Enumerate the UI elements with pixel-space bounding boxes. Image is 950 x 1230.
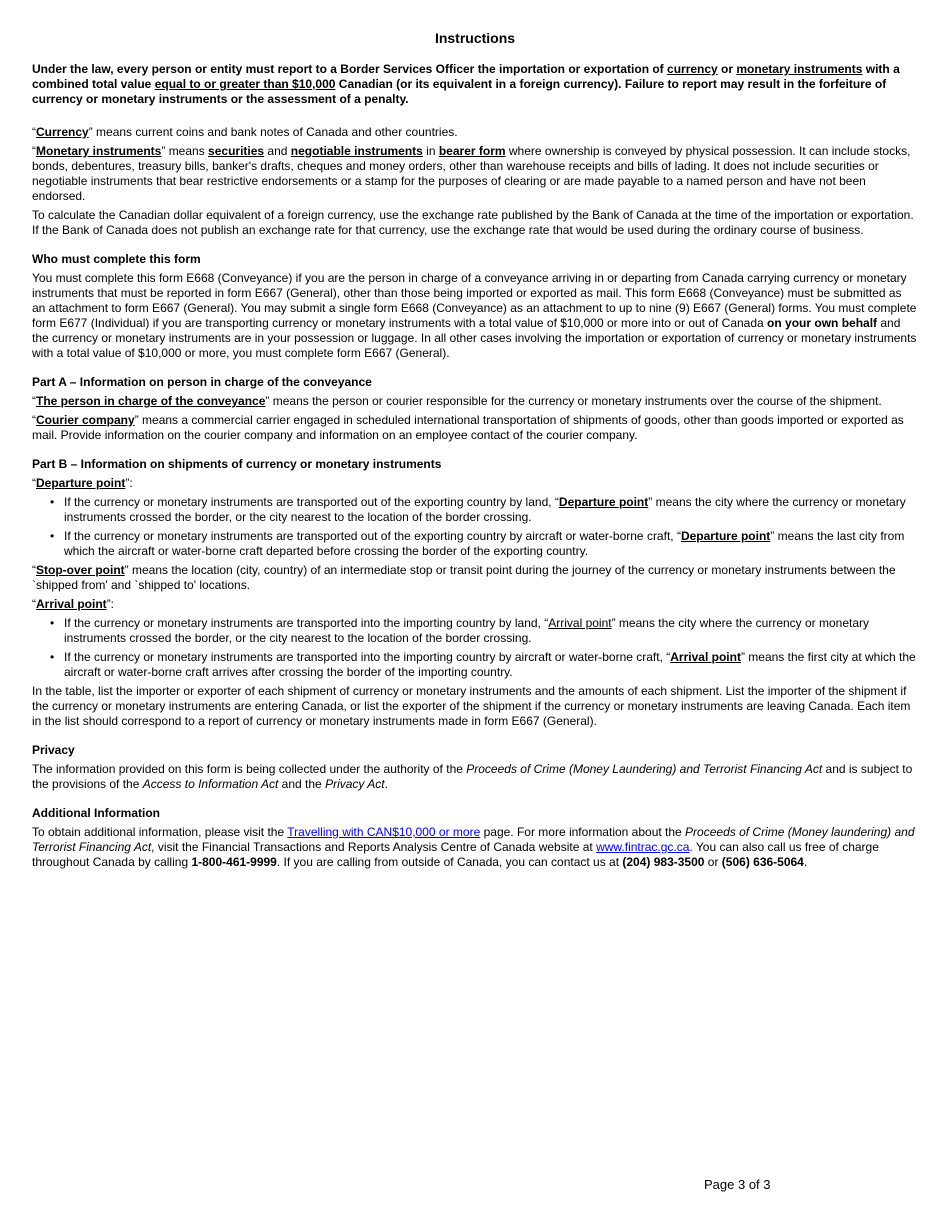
list-item: • If the currency or monetary instruments are transported into the importing country by aircraft or water-borne craft, “Arrival point” means the first city at which the aircraft or water-borne craft arrives after crossing the border of the importing country. [50,650,916,679]
bullet-icon: • [50,529,55,543]
additional-info-heading: Additional Information [32,806,160,820]
travelling-link[interactable]: Travelling with CAN$10,000 or more [287,825,481,839]
bullet-icon: • [50,495,55,509]
monetary-definition: “Monetary instruments” means securities and negotiable instruments in bearer form where ownership is conveyed by physical possession. It can include stocks, bonds, debentures, treasury bills, banker's drafts, cheques and money orders, other than warehouse receipts and bills of lading. It does not include securities or negotiable instruments that bear restrictive endorsements or a stamp for the purposes of clearing or are made payable to a named person and have not been endorsed. [32,144,911,203]
privacy-paragraph: The information provided on this form is being collected under the authority of the Proceeds of Crime (Money Laundering) and Terrorist Financing Act and is subject to the provisions of the Access to Information Act and the Privacy Act. [32,762,913,791]
who-heading: Who must complete this form [32,252,201,266]
list-item: • If the currency or monetary instruments are transported out of the exporting country by land, “Departure point” means the city where the currency or monetary instruments crossed the border, or the city nearest to the location of the border crossing. [50,495,906,524]
phone-number: (506) 636-5064 [721,855,804,869]
intro-paragraph: Under the law, every person or entity must report to a Border Services Officer the importation or exportation of currency or monetary instruments with a combined total value equal to or greater than $10,000 Canadian (or its equivalent in a foreign currency). Failure to report may result in the forfeiture of currency or monetary instruments or the assessment of a penalty. [32,62,900,106]
departure-point-label: “Departure point”: [32,476,133,490]
exchange-rate-paragraph: To calculate the Canadian dollar equivalent of a foreign currency, use the exchange rate published by the Bank of Canada at the time of the importation or exportation. If the Bank of Canada does not publish an exchange rate for that currency, use the exchange rate that would be used during the ordinary course of business. [32,208,914,237]
currency-definition: “Currency” means current coins and bank notes of Canada and other countries. [32,125,458,139]
part-a-heading: Part A – Information on person in charge of the conveyance [32,375,372,389]
part-b-heading: Part B – Information on shipments of currency or monetary instruments [32,457,442,471]
arrival-point-label: “Arrival point”: [32,597,115,611]
threshold-term: equal to or greater than $10,000 [154,77,336,91]
bullet-icon: • [50,616,55,630]
who-paragraph: You must complete this form E668 (Conveyance) if you are the person in charge of a conveyance arriving in or departing from Canada carrying currency or monetary instruments that must be reported in form E667 (General), other than those being imported or exported as mail. This form E668 (Conveyance) must be submitted as an attachment to form E667 (General). You may submit a single form E668 (Conveyance) as an attachment to up to nine (9) E667 (General) forms. You must complete form E677 (Individual) if you are transporting currency or monetary instruments with a total value of $10,000 or more into or out of Canada on your own behalf and the currency or monetary instruments are in your possession or luggage. In all other cases involving the importation or exportation of currency or monetary instruments with a total value of $10,000 or more, you must complete form E667 (General). [32,271,917,360]
toll-free-phone: 1-800-461-9999 [191,855,277,869]
additional-info-paragraph: To obtain additional information, please visit the Travelling with CAN$10,000 or more page. For more information about the Proceeds of Crime (Money laundering) and Terrorist Financing Act, visit the Financial Transactions and Reports Analysis Centre of Canada website at www.fintrac.gc.ca. You can also call us free of charge throughout Canada by calling 1-800-461-9999. If you are calling from outside of Canada, you can contact us at (204) 983-3500 or (506) 636-5064. [32,825,915,869]
phone-number: (204) 983-3500 [622,855,705,869]
bullet-icon: • [50,650,55,664]
page-number: Page 3 of 3 [704,1177,771,1192]
list-item: • If the currency or monetary instruments are transported out of the exporting country by aircraft or water-borne craft, “Departure point” means the last city from which the aircraft or water-borne craft departed before crossing the border of the exporting country. [50,529,905,558]
arrival-point-list [32,616,918,680]
instructions-page [32,30,918,870]
stopover-point-definition: “Stop-over point” means the location (city, country) of an intermediate stop or transit point during the journey of the currency or monetary instruments between the `shipped from' and `shipped to' locations. [32,563,896,592]
privacy-heading: Privacy [32,743,75,757]
currency-term: currency [667,62,718,76]
page-title: Instructions [434,30,516,46]
monetary-term: monetary instruments [736,62,863,76]
courier-company-definition: “Courier company” means a commercial carrier engaged in scheduled international transportation of shipments of goods, other than goods imported or exported as mail. Provide information on the courier company and information on an employee contact of the courier company. [32,413,904,442]
fintrac-website-link[interactable]: www.fintrac.gc.ca [596,840,690,854]
departure-point-list [32,495,918,559]
person-in-charge-definition: “The person in charge of the conveyance” means the person or courier responsible for the currency or monetary instruments over the course of the shipment. [32,394,882,408]
table-instructions-paragraph: In the table, list the importer or exporter of each shipment of currency or monetary instruments and the amounts of each shipment. List the importer of the shipment if the currency or monetary instruments are entering Canada, or list the exporter of the shipment if the currency or monetary instruments are leaving Canada. Each item in the list should correspond to a report of currency or monetary instruments made in form E667 (General). [32,684,911,728]
list-item: • If the currency or monetary instruments are transported into the importing country by land, “Arrival point” means the city where the currency or monetary instruments crossed the border, or the city nearest to the location of the border crossing. [50,616,870,645]
